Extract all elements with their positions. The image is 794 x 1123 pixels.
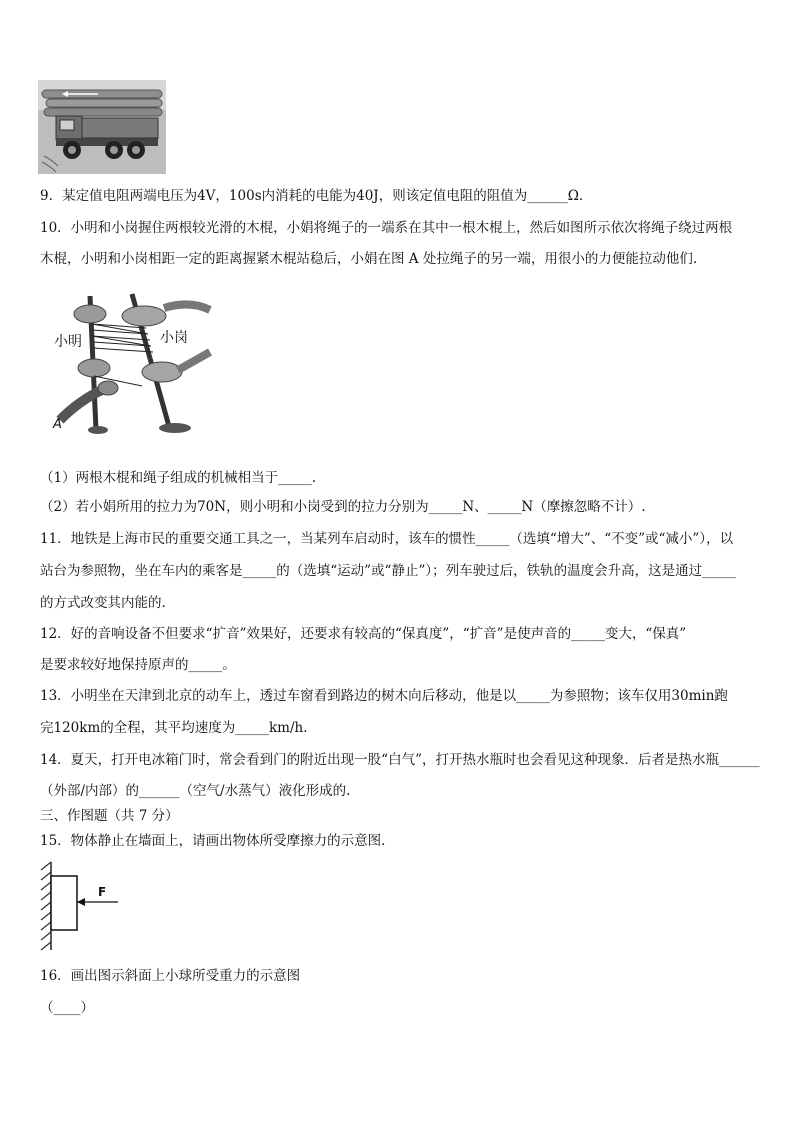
question-12-line-2: 是要求较好地保持原声的_____。	[40, 657, 236, 673]
wall-block-figure	[38, 860, 124, 952]
question-10-line-1: 10．小明和小岗握住两根较光滑的木棍，小娟将绳子的一端系在其中一根木棍上，然后如图所示依次将绳子绕过两根	[40, 220, 733, 236]
question-16-answer-blank: （____）	[40, 1000, 94, 1016]
section-3-title: 三、作图题（共 7 分）	[40, 808, 179, 824]
wall-block-image	[38, 860, 124, 952]
question-12-line-1: 12．好的音响设备不但要求“扩音”效果好，还要求有较高的“保真度”，“扩音”是使声音的_____变大，“保真”	[40, 626, 687, 642]
question-9: 9．某定值电阻两端电压为4V，100s内消耗的电能为40J，则该定值电阻的阻值为______Ω．	[40, 188, 593, 204]
question-13-line-1: 13．小明坐在天津到北京的动车上，透过车窗看到路边的树木向后移动，他是以_____为参照物；该车仅用30min跑	[40, 688, 728, 704]
force-label: F	[98, 885, 107, 899]
question-10-line-2: 木棍，小明和小岗相距一定的距离握紧木棍站稳后，小娟在图 A 处拉绳子的另一端，用很小的力便能拉动他们.	[40, 251, 698, 267]
label-xiaogang: 小岗	[160, 330, 188, 346]
question-11-line-1: 11．地铁是上海市民的重要交通工具之一，当某列车启动时，该车的惯性_____（选填“增大”、“不变”或“减小”），以	[40, 531, 734, 547]
question-10-sub-2: （2）若小娟所用的拉力为70N，则小明和小岗受到的拉力分别为_____N、_____N（摩擦忽略不计）.	[40, 499, 646, 515]
label-xiaoming: 小明	[54, 334, 82, 350]
question-15: 15．物体静止在墙面上，请画出物体所受摩擦力的示意图.	[40, 833, 386, 849]
rope-sticks-figure	[50, 290, 212, 435]
question-11-line-3: 的方式改变其内能的.	[40, 595, 166, 611]
question-10-sub-1: （1）两根木棍和绳子组成的机械相当于_____.	[40, 470, 317, 486]
label-a: A	[53, 417, 62, 432]
rope-sticks-image	[50, 290, 212, 435]
question-11-line-2: 站台为参照物，坐在车内的乘客是_____的（选填“运动”或“静止”）；列车驶过后，铁轨的温度会升高，这是通过_____	[40, 563, 736, 579]
question-13-line-2: 完120km的全程，其平均速度为_____km/h.	[40, 720, 308, 736]
truck-figure	[38, 80, 166, 174]
truck-image	[38, 80, 166, 174]
question-16: 16．画出图示斜面上小球所受重力的示意图	[40, 968, 301, 984]
question-14-line-2: （外部/内部）的______（空气/水蒸气）液化形成的.	[40, 783, 351, 799]
question-14-line-1: 14．夏天，打开电冰箱门时，常会看到门的附近出现一股“白气”，打开热水瓶时也会看见这种现象．后者是热水瓶______	[40, 752, 760, 768]
